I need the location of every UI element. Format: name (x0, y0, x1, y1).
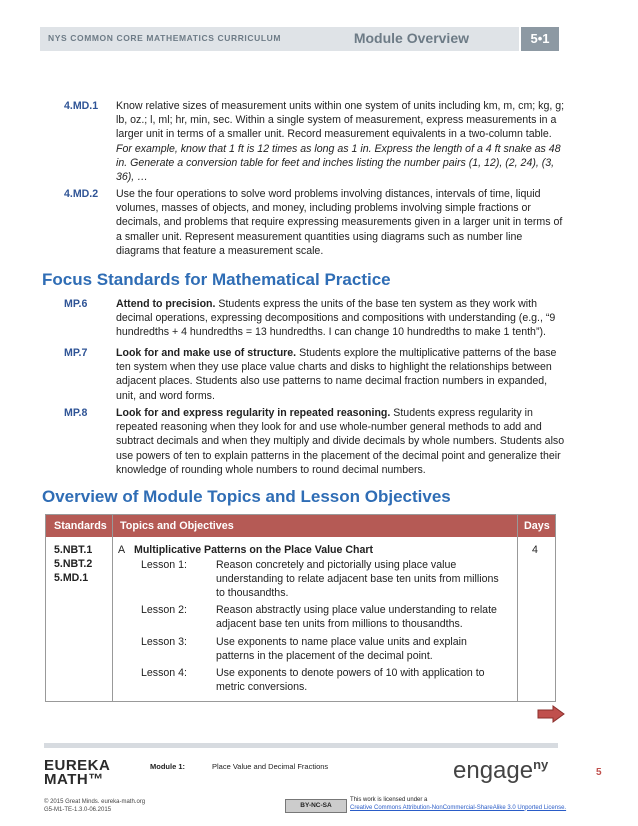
topics-table (45, 514, 556, 702)
standard-text (116, 99, 568, 184)
lesson-label: Lesson 4: (141, 667, 187, 679)
practice-title: Look for and express regularity in repeated reasoning. (116, 407, 391, 419)
copyright (44, 799, 145, 814)
overview-heading: Overview of Module Topics and Lesson Objectives (42, 487, 451, 506)
practice-body: Students explore the multiplicative patterns of the base ten system when they use place value charts and disks to highlight the relationships between adjacent places. Students also use patterns to name decimal fraction numbers in expanded, unit, and word forms. (116, 347, 557, 402)
header-topics: Topics and Objectives (120, 520, 234, 532)
practice-text (116, 297, 568, 340)
engage-sup: ny (533, 757, 549, 772)
page-header (40, 27, 559, 51)
module-label: Module 1: (150, 762, 185, 771)
copyright-line: G5-M1-TE-1.3.0-06.2015 (44, 806, 112, 813)
standards-cell (54, 543, 92, 586)
practice-title: Attend to precision. (116, 298, 216, 310)
page-number: 5 (596, 767, 602, 778)
lesson-objective: Reason abstractly using place value understanding to relate adjacent base ten units from millions to thousandths. (216, 604, 497, 631)
table-header (46, 515, 555, 537)
standard-tag: 5.NBT.1 (54, 544, 93, 556)
topic-title: Multiplicative Patterns on the Place Value Chart (134, 544, 374, 556)
days-value: 4 (532, 544, 538, 556)
logo-line: MATH™ (44, 771, 104, 788)
practice-code: MP.8 (64, 407, 88, 419)
practice-title: Look for and make use of structure. (116, 347, 297, 359)
column-divider (517, 515, 518, 701)
standard-text: Use the four operations to solve word problems involving distances, intervals of time, liquid volumes, masses of objects, and money, including problems involving simple fractions or decimals, and problems that require expressing measurements given in a larger unit in terms of a smaller unit. Represent measurement quantities using diagrams such as number line diagrams that feature a measurement scale. (116, 188, 563, 257)
standard-code: 4.MD.2 (64, 188, 99, 200)
curriculum-label: NYS COMMON CORE MATHEMATICS CURRICULUM (48, 33, 282, 43)
practice-code: MP.7 (64, 347, 88, 359)
standard-code: 4.MD.1 (64, 100, 99, 112)
standard-tag: 5.NBT.2 (54, 558, 93, 571)
lesson-objective: Use exponents to denote powers of 10 with application to metric conversions. (216, 667, 485, 694)
lesson-label: Lesson 2: (141, 604, 187, 616)
engage-text: engage (453, 757, 534, 784)
practice-body: Students express the units of the base ten system as they work with decimal operations, expressing decompositions and compositions with understanding (e.g., “9 hundredths + 4 hundredths = 13 hundredths. I can change 10 hundredths to make 1 tenth”). (116, 298, 556, 339)
focus-heading: Focus Standards for Mathematical Practice (42, 270, 391, 289)
topic-letter: A (118, 544, 126, 556)
lesson-label: Lesson 1: (141, 559, 187, 571)
footer-rule (44, 743, 558, 748)
lesson-objective: Use exponents to name place value units and explain patterns in the placement of the decimal point. (216, 636, 467, 663)
eureka-math-logo (44, 759, 110, 787)
next-page-arrow-icon[interactable] (537, 705, 565, 723)
header-bar (40, 27, 519, 51)
logo-line: EUREKA (44, 757, 111, 774)
standard-tag: 5.MD.1 (54, 572, 89, 585)
copyright-line: © 2015 Great Minds. eureka-math.org (44, 799, 146, 805)
engageny-logo (453, 757, 548, 785)
lesson-objective: Reason concretely and pictorially using place value understanding to relate adjacent base ten units from millions to thousandths. (216, 559, 499, 600)
header-days: Days (524, 520, 550, 532)
practice-body: Students express regularity in repeated reasoning when they look for and use whole-number general methods to add and subtract decimals and when they multiply and divide decimals by whole numbers. Students also use powers of ten to explain patterns in the placement of the decimal point and generalize their knowledge of rounding whole numbers to round decimal numbers. (116, 407, 565, 476)
license-text (350, 797, 566, 812)
column-divider (112, 515, 113, 701)
cc-license-badge[interactable]: BY-NC-SA (285, 799, 347, 813)
practice-text (116, 406, 568, 477)
standard-body: Know relative sizes of measurement units within one system of units including km, m, cm; kg, g; lb, oz.; l, ml; hr, min, sec. Within a single system of measurement, express measurements in a larger unit in terms of a smaller unit. Record measurement equivalents in a two-column table. (116, 100, 565, 141)
license-link[interactable]: Creative Commons Attribution-NonCommercial-ShareAlike 3.0 Unported License. (350, 804, 567, 811)
module-name: Place Value and Decimal Fractions (212, 762, 329, 771)
page-title: Module Overview (353, 30, 469, 46)
practice-text (116, 346, 568, 403)
header-standards: Standards (54, 520, 107, 532)
standard-example: For example, know that 1 ft is 12 times as long as 1 in. Express the length of a 4 ft snake as 48 in. Generate a conversion table for feet and inches listing the number pairs (1, 12), (2, 24), (3, 36), … (116, 142, 561, 184)
license-line: This work is licensed under a (350, 797, 428, 803)
module-badge: 5•1 (521, 27, 559, 51)
lesson-label: Lesson 3: (141, 636, 187, 648)
practice-code: MP.6 (64, 298, 88, 310)
